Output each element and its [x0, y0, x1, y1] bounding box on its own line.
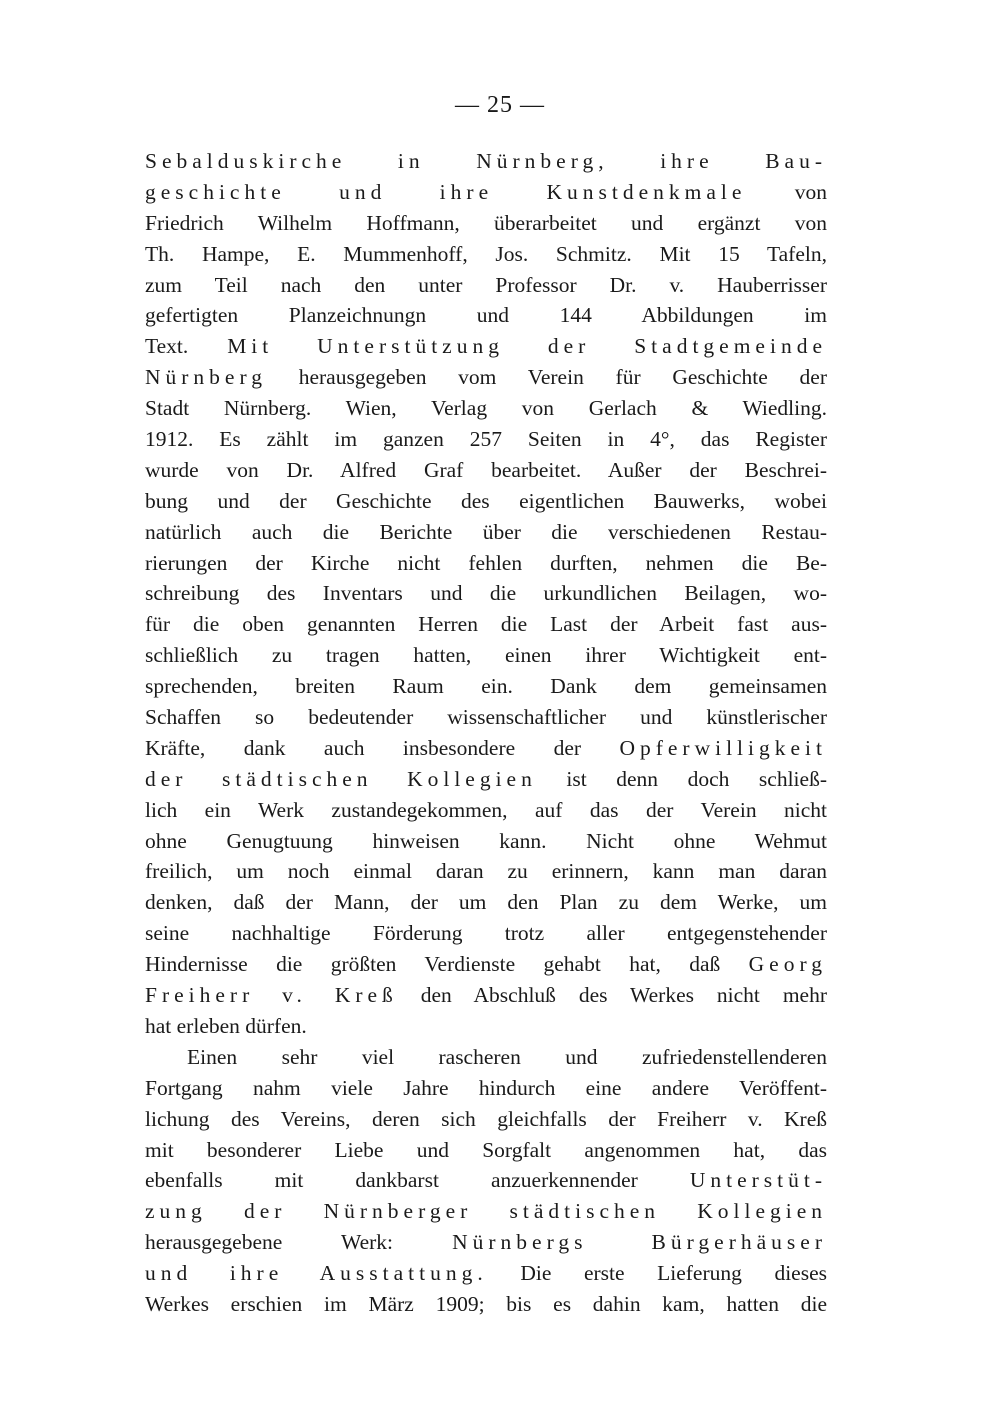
text-segment: denken, daß der Mann, der um den Plan zu dem Werke, um	[145, 890, 827, 915]
text-segment: gefertigten Planzeichnungn und 144 Abbildungen im	[145, 303, 827, 328]
text-segment: ist denn doch schließ-	[536, 766, 827, 791]
text-segment: mit besonderer Liebe und Sorgfalt angenommen hat, das	[145, 1137, 827, 1162]
text-line	[145, 1165, 827, 1196]
text-segment: Die erste Lieferung dieses	[487, 1261, 827, 1286]
text-line	[145, 949, 827, 980]
text-line	[145, 733, 827, 764]
text-segment: natürlich auch die Berichte über die verschiedenen Restau-	[145, 519, 827, 544]
spaced-emphasis-text: Opferwilligkeit	[619, 735, 827, 760]
text-line	[145, 424, 827, 455]
text-segment: zum Teil nach den unter Professor Dr. v. Hauberrisser	[145, 272, 827, 297]
text-line	[145, 764, 827, 795]
text-line	[145, 1042, 827, 1073]
text-segment: schreibung des Inventars und die urkundlichen Beilagen, wo-	[145, 581, 827, 606]
text-line	[145, 331, 827, 362]
text-segment: ohne Genugtuung hinweisen kann. Nicht ohne Wehmut	[145, 828, 827, 853]
text-line	[145, 1011, 827, 1042]
text-segment: Th. Hampe, E. Mummenhoff, Jos. Schmitz. Mit 15 Tafeln,	[145, 241, 827, 266]
text-line	[145, 177, 827, 208]
text-line	[145, 671, 827, 702]
text-line	[145, 486, 827, 517]
text-segment: Kräfte, dank auch insbesondere der	[145, 735, 620, 760]
text-segment: lich ein Werk zustandegekommen, auf das der Verein nicht	[145, 797, 827, 822]
spaced-emphasis-text: zung der Nürnberger städtischen Kollegien	[145, 1199, 827, 1224]
text-segment: Werkes erschien im März 1909; bis es dahin kam, hatten die	[145, 1291, 827, 1316]
text-line	[145, 640, 827, 671]
text-line	[145, 393, 827, 424]
text-segment: seine nachhaltige Förderung trotz aller entgegenstehender	[145, 921, 827, 946]
text-line	[145, 1227, 827, 1258]
text-segment: Stadt Nürnberg. Wien, Verlag von Gerlach & Wiedling.	[145, 396, 827, 421]
text-segment: schließlich zu tragen hatten, einen ihrer Wichtigkeit ent-	[145, 643, 827, 668]
text-line	[145, 146, 827, 177]
text-segment: Schaffen so bedeutender wissenschaftlicher und künstlerischer	[145, 705, 827, 730]
text-line	[145, 1196, 827, 1227]
spaced-emphasis-text: Nürnbergs Bürgerhäuser	[452, 1230, 827, 1255]
text-segment: Hindernisse die größten Verdienste gehabt hat, daß	[145, 952, 749, 977]
spaced-emphasis-text: Unterstüt-	[689, 1168, 827, 1193]
text-segment: 1912. Es zählt im ganzen 257 Seiten in 4°, das Register	[145, 427, 827, 452]
text-line	[145, 300, 827, 331]
text-segment: rierungen der Kirche nicht fehlen durften, nehmen die Be-	[145, 550, 827, 575]
text-segment: Text.	[145, 334, 228, 359]
text-line	[145, 980, 827, 1011]
text-segment: herausgegeben vom Verein für Geschichte der	[267, 365, 827, 390]
text-segment: sprechenden, breiten Raum ein. Dank dem gemeinsamen	[145, 674, 827, 699]
text-line	[145, 208, 827, 239]
text-segment: herausgegebene Werk:	[145, 1230, 453, 1255]
text-line	[145, 239, 827, 270]
text-line	[145, 1135, 827, 1166]
text-segment: Friedrich Wilhelm Hoffmann, überarbeitet und ergänzt von	[145, 210, 827, 235]
text-line	[145, 270, 827, 301]
text-segment: lichung des Vereins, deren sich gleichfalls der Freiherr v. Kreß	[145, 1106, 827, 1131]
page-number: — 25 —	[455, 92, 545, 118]
spaced-emphasis-text: Sebalduskirche in Nürnberg, ihre Bau-	[145, 149, 827, 173]
spaced-emphasis-text: der städtischen Kollegien	[145, 766, 537, 791]
text-line	[145, 455, 827, 486]
text-line	[145, 517, 827, 548]
spaced-emphasis-text: Mit Unterstützung der Stadtgemeinde	[227, 334, 827, 359]
text-line	[145, 1104, 827, 1135]
spaced-emphasis-text: Nürnberg	[145, 365, 268, 390]
text-segment: hat erleben dürfen.	[145, 1013, 307, 1038]
spaced-emphasis-text: und ihre Ausstattung.	[145, 1261, 488, 1286]
body-text	[145, 146, 827, 1320]
text-line	[145, 795, 827, 826]
text-line	[145, 578, 827, 609]
text-line	[145, 887, 827, 918]
text-line	[145, 362, 827, 393]
text-line	[145, 548, 827, 579]
text-line	[145, 1258, 827, 1289]
text-line	[145, 918, 827, 949]
text-segment: ebenfalls mit dankbarst anzuerkennender	[145, 1168, 690, 1193]
text-segment: den Abschluß des Werkes nicht mehr	[397, 983, 827, 1008]
text-line	[145, 856, 827, 887]
spaced-emphasis-text: geschichte und ihre Kunstdenkmale	[145, 179, 747, 204]
text-segment: Einen sehr viel rascheren und zufriedenstellenderen	[187, 1044, 827, 1069]
text-segment: bung und der Geschichte des eigentlichen Bauwerks, wobei	[145, 488, 827, 513]
spaced-emphasis-text: Freiherr v. Kreß	[145, 983, 398, 1008]
text-segment: wurde von Dr. Alfred Graf bearbeitet. Außer der Beschrei-	[145, 457, 827, 482]
text-segment: von	[746, 179, 827, 204]
text-segment: für die oben genannten Herren die Last der Arbeit fast aus-	[145, 612, 827, 637]
text-line	[145, 1073, 827, 1104]
text-line	[145, 609, 827, 640]
spaced-emphasis-text: Georg	[748, 952, 827, 977]
text-segment: Fortgang nahm viele Jahre hindurch eine andere Veröffent-	[145, 1075, 827, 1100]
text-line	[145, 826, 827, 857]
text-line	[145, 702, 827, 733]
text-line	[145, 1289, 827, 1320]
text-segment: freilich, um noch einmal daran zu erinnern, kann man daran	[145, 859, 827, 884]
